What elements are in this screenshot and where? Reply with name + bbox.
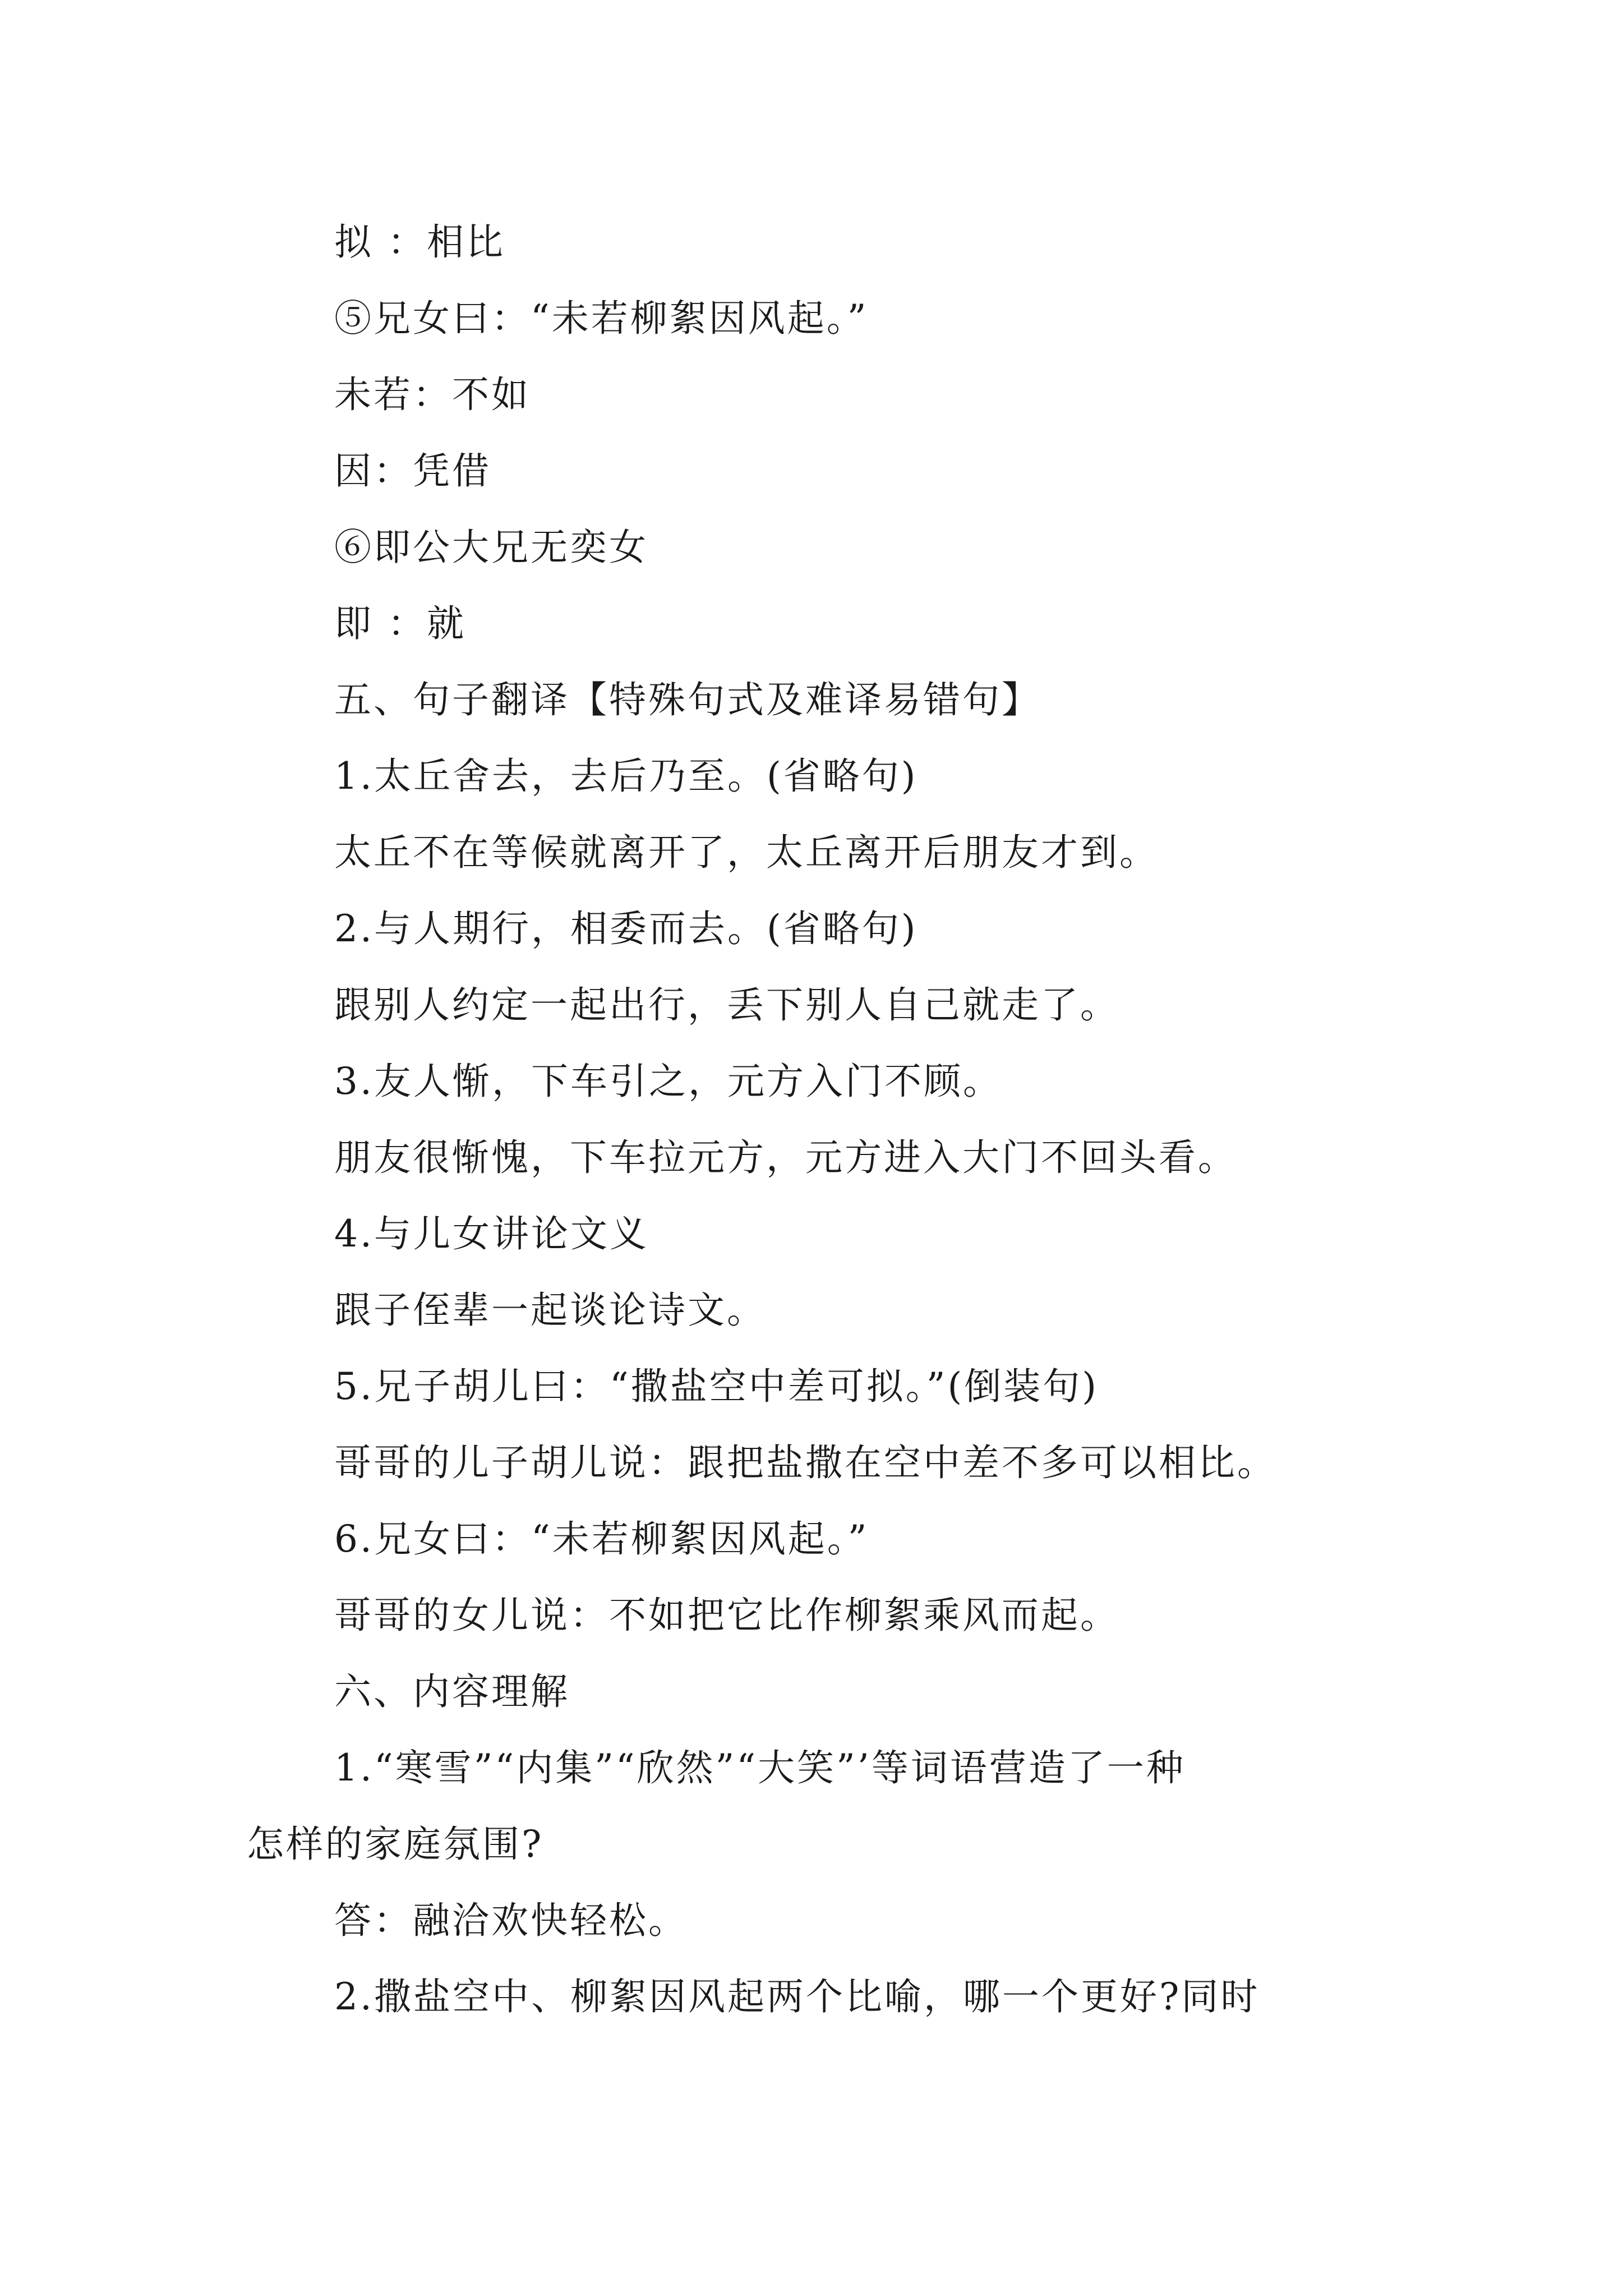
text-line: 即 ：就 [334, 602, 466, 645]
text-line: 6.兄女曰：“未若柳絮因风起。” [334, 1517, 869, 1561]
text-line: ⑤兄女曰：“未若柳絮因风起。” [334, 297, 869, 340]
text-line: 哥哥的儿子胡儿说：跟把盐撒在空中差不多可以相比。 [334, 1441, 1276, 1484]
text-line: 拟 ：相比 [334, 220, 505, 264]
text-line: 2.撒盐空中、柳絮因风起两个比喻，哪一个更好?同时 [334, 1975, 1260, 2018]
text-line: 因：凭借 [334, 449, 491, 493]
text-line: 4.与儿女讲论文义 [334, 1212, 649, 1255]
text-line: ⑥即公大兄无奕女 [334, 526, 648, 569]
text-line: 5.兄子胡儿曰：“撒盐空中差可拟。”(倒装句) [334, 1365, 1099, 1408]
text-line: 1.太丘舍去，去后乃至。(省略句) [334, 754, 918, 798]
text-line: 1.“寒雪”“内集”“欣然”“大笑”’等词语营造了一种 [334, 1746, 1186, 1789]
text-line: 跟别人约定一起出行，丢下别人自己就走了。 [334, 983, 1119, 1027]
text-line: 太丘不在等候就离开了，太丘离开后朋友才到。 [334, 831, 1159, 874]
text-line: 哥哥的女儿说：不如把它比作柳絮乘风而起。 [334, 1594, 1119, 1637]
text-line: 答：融洽欢快轻松。 [334, 1899, 688, 1942]
section-heading: 五、句子翻译【特殊句式及难译易错句】 [334, 678, 1041, 721]
text-line: 朋友很惭愧，下车拉元方，元方进入大门不回头看。 [334, 1136, 1237, 1179]
text-line: 2.与人期行，相委而去。(省略句) [334, 907, 918, 950]
text-line: 跟子侄辈一起谈论诗文。 [334, 1289, 766, 1332]
text-line: 3.友人惭，下车引之，元方入门不顾。 [334, 1060, 1002, 1103]
text-line: 未若：不如 [334, 373, 531, 416]
section-heading: 六、内容理解 [334, 1670, 570, 1713]
text-line: 怎样的家庭氛围? [247, 1823, 544, 1866]
